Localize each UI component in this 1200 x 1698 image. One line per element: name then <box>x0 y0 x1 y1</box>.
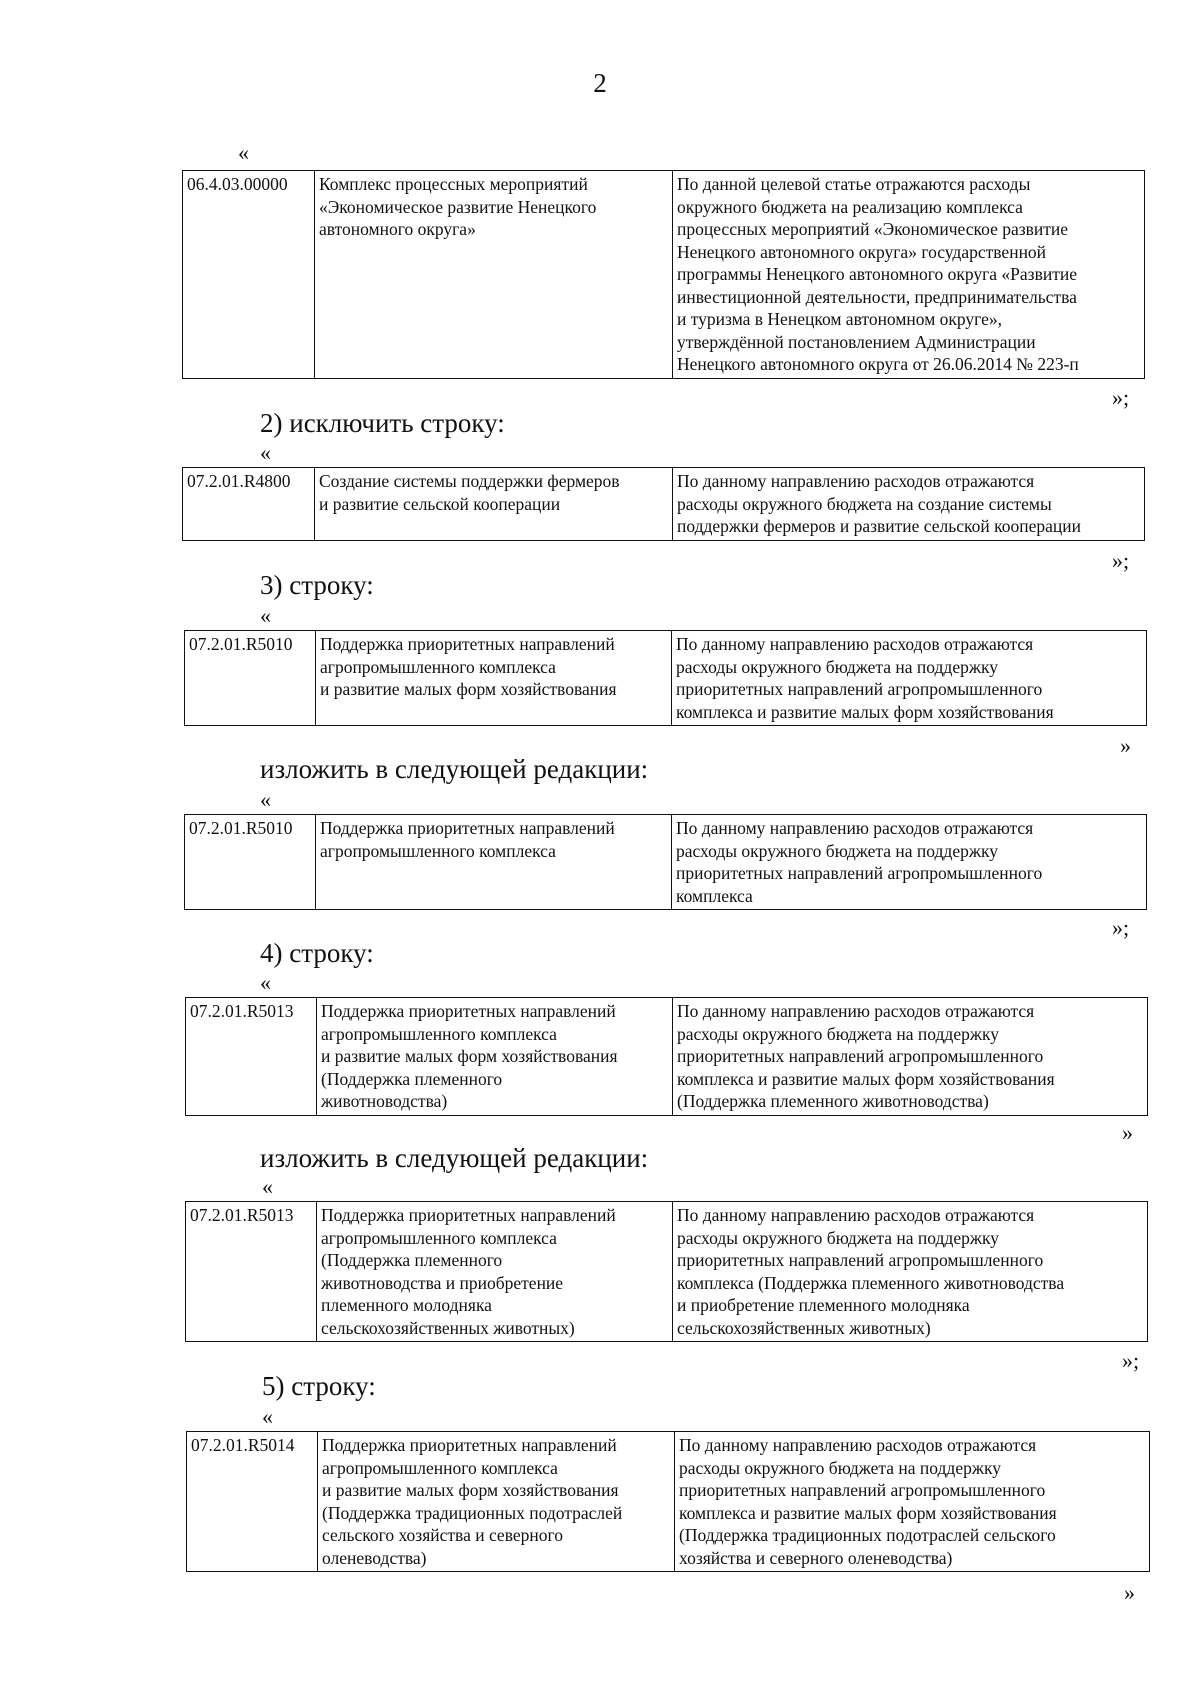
section-heading: 3) строку: <box>260 570 374 600</box>
budget-row-table <box>184 814 1147 910</box>
name-cell: Поддержка приоритетных направлений агропромышленного комплекса (Поддержка племенного животноводства и приобретение племенного молодняка сельскохозяйственных животных) <box>317 1202 673 1342</box>
name-cell: Поддержка приоритетных направлений агропромышленного комплекса и развитие малых форм хозяйствования (Поддержка традиционных подотраслей сельского хозяйства и северного оленеводства) <box>318 1432 675 1572</box>
name-cell: Поддержка приоритетных направлений агропромышленного комплекса и развитие малых форм хозяйствования (Поддержка племенного животноводства) <box>317 998 673 1116</box>
opening-quote: « <box>238 140 249 165</box>
closing-quote: » <box>1122 1120 1133 1145</box>
closing-quote: » <box>1120 733 1131 758</box>
budget-row-table <box>182 467 1145 541</box>
table-row <box>185 815 1147 910</box>
section-heading: 5) строку: <box>262 1371 376 1401</box>
description-cell: По данному направлению расходов отражаются расходы окружного бюджета на поддержку приоритетных направлений агропромышленного комплекса <box>672 815 1147 910</box>
description-cell: По данному направлению расходов отражаются расходы окружного бюджета на поддержку приоритетных направлений агропромышленного комплекса и развитие малых форм хозяйствования <box>672 631 1147 726</box>
name-cell: Комплекс процессных мероприятий «Экономическое развитие Ненецкого автономного округа» <box>315 171 673 379</box>
code-cell: 06.4.03.00000 <box>183 171 315 379</box>
description-cell: По данному направлению расходов отражаются расходы окружного бюджета на поддержку приоритетных направлений агропромышленного комплекса и развитие малых форм хозяйствования (Поддержка племенного животноводства) <box>673 998 1148 1116</box>
closing-quote: »; <box>1122 1348 1140 1373</box>
table-row <box>183 171 1145 379</box>
name-cell: Поддержка приоритетных направлений агропромышленного комплекса <box>316 815 672 910</box>
code-cell: 07.2.01.R5014 <box>187 1432 318 1572</box>
code-cell: 07.2.01.R5010 <box>185 815 316 910</box>
description-cell: По данному направлению расходов отражаются расходы окружного бюджета на создание системы поддержки фермеров и развитие сельской кооперации <box>673 468 1145 541</box>
code-cell: 07.2.01.R4800 <box>183 468 315 541</box>
table-row <box>185 631 1147 726</box>
section-heading: изложить в следующей редакции: <box>260 754 649 784</box>
table-row <box>187 1432 1150 1572</box>
table-row <box>186 998 1148 1116</box>
closing-quote: »; <box>1112 385 1130 410</box>
description-cell: По данной целевой статье отражаются расходы окружного бюджета на реализацию комплекса процессных мероприятий «Экономическое развитие Ненецкого автономного округа» государственной программы Ненецкого автономного округа «Развитие инвестиционной деятельности, предпринимательства и туризма в Ненецком автономном округе», утверждённой постановлением Администрации Ненецкого автономного округа от 26.06.2014 № 223-п <box>673 171 1145 379</box>
section-heading: 2) исключить строку: <box>260 408 505 438</box>
description-cell: По данному направлению расходов отражаются расходы окружного бюджета на поддержку приоритетных направлений агропромышленного комплекса (Поддержка племенного животноводства и приобретение племенного молодняка сельскохозяйственных животных) <box>673 1202 1148 1342</box>
opening-quote: « <box>260 603 271 628</box>
code-cell: 07.2.01.R5013 <box>186 1202 317 1342</box>
table-row <box>186 1202 1148 1342</box>
table-row <box>183 468 1145 541</box>
opening-quote: « <box>262 1404 273 1429</box>
budget-row-table <box>184 630 1147 726</box>
section-heading: изложить в следующей редакции: <box>260 1143 649 1173</box>
opening-quote: « <box>260 787 271 812</box>
closing-quote: »; <box>1112 548 1130 573</box>
closing-quote: »; <box>1112 915 1130 940</box>
budget-row-table <box>185 1201 1148 1342</box>
code-cell: 07.2.01.R5013 <box>186 998 317 1116</box>
budget-row-table <box>186 1431 1150 1572</box>
budget-row-table <box>182 170 1145 379</box>
name-cell: Поддержка приоритетных направлений агропромышленного комплекса и развитие малых форм хозяйствования <box>316 631 672 726</box>
code-cell: 07.2.01.R5010 <box>185 631 316 726</box>
budget-row-table <box>185 997 1148 1116</box>
description-cell: По данному направлению расходов отражаются расходы окружного бюджета на поддержку приоритетных направлений агропромышленного комплекса и развитие малых форм хозяйствования (Поддержка традиционных подотраслей сельского хозяйства и северного оленеводства) <box>675 1432 1150 1572</box>
opening-quote: « <box>260 440 271 465</box>
closing-quote: » <box>1124 1580 1135 1605</box>
name-cell: Создание системы поддержки фермеров и развитие сельской кооперации <box>315 468 673 541</box>
opening-quote: « <box>260 970 271 995</box>
page-number: 2 <box>593 68 607 98</box>
section-heading: 4) строку: <box>260 938 374 968</box>
opening-quote: « <box>262 1174 273 1199</box>
